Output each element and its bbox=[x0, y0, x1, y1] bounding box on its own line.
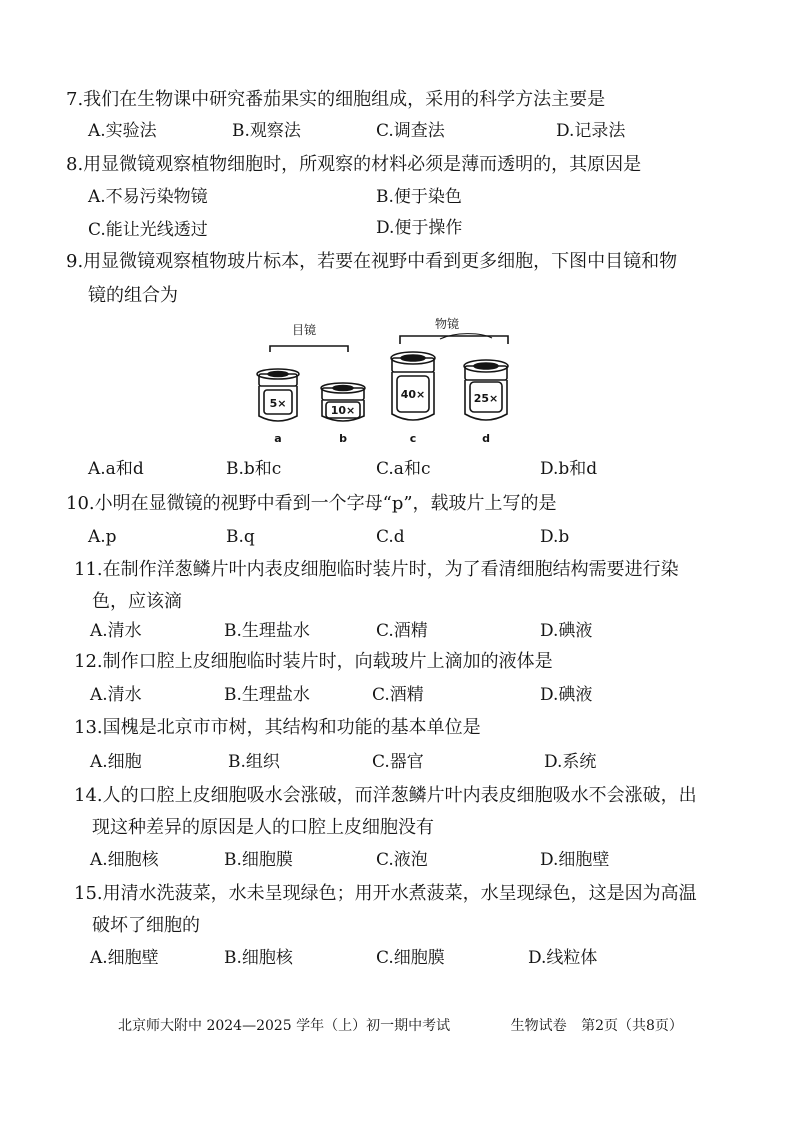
q13-option-c: C.器官 bbox=[372, 752, 424, 772]
q12-option-b: B.生理盐水 bbox=[224, 685, 310, 705]
eyepiece-label: 目镜 bbox=[292, 323, 317, 337]
lens-a-letter: a bbox=[274, 432, 282, 445]
q11-option-a: A.清水 bbox=[90, 621, 142, 641]
q11-option-c: C.酒精 bbox=[376, 621, 428, 641]
page-footer bbox=[118, 1016, 754, 1036]
lens-c-letter: c bbox=[409, 432, 417, 445]
q13-option-d: D.系统 bbox=[544, 752, 597, 772]
q14-option-d: D.细胞壁 bbox=[540, 850, 610, 870]
question-10-stem: 10.小明在显微镜的视野中看到一个字母“p”，载玻片上写的是 bbox=[66, 493, 557, 514]
microscope-lens-figure bbox=[240, 316, 530, 446]
question-14-stem-line1: 14.人的口腔上皮细胞吸水会涨破，而洋葱鳞片叶内表皮细胞吸水不会涨破，出 bbox=[74, 785, 697, 806]
lens-a-magnification: 5× bbox=[269, 397, 287, 410]
q10-option-c: C.d bbox=[376, 527, 405, 547]
question-14-stem-line2: 现这种差异的原因是人的口腔上皮细胞没有 bbox=[92, 817, 434, 838]
objective-c-icon bbox=[391, 352, 435, 420]
question-15-stem-line2: 破坏了细胞的 bbox=[92, 915, 200, 936]
q11-option-d: D.碘液 bbox=[540, 621, 593, 641]
q7-option-c: C.调查法 bbox=[376, 121, 445, 141]
q12-option-d: D.碘液 bbox=[540, 685, 593, 705]
question-13-stem: 13.国槐是北京市市树，其结构和功能的基本单位是 bbox=[74, 717, 481, 738]
lens-b-letter: b bbox=[339, 432, 347, 445]
q13-option-a: A.细胞 bbox=[90, 752, 142, 772]
q9-option-c: C.a和c bbox=[376, 459, 431, 479]
q13-option-b: B.组织 bbox=[228, 752, 280, 772]
lens-d-magnification: 25× bbox=[473, 392, 499, 405]
q12-option-a: A.清水 bbox=[90, 685, 142, 705]
q7-option-a: A.实验法 bbox=[88, 121, 157, 141]
question-11-stem-line1: 11.在制作洋葱鳞片叶内表皮细胞临时装片时，为了看清细胞结构需要进行染 bbox=[74, 559, 679, 580]
q7-option-b: B.观察法 bbox=[232, 121, 301, 141]
question-11-stem-line2: 色，应该滴 bbox=[92, 591, 182, 612]
q9-option-a: A.a和d bbox=[88, 459, 144, 479]
lens-diagram bbox=[240, 316, 530, 446]
lens-d-letter: d bbox=[482, 432, 490, 445]
q15-option-b: B.细胞核 bbox=[224, 948, 293, 968]
question-7-stem: 7.我们在生物课中研究番茄果实的细胞组成，采用的科学方法主要是 bbox=[66, 89, 606, 110]
q7-option-d: D.记录法 bbox=[556, 121, 626, 141]
eyepiece-a-icon bbox=[257, 369, 299, 421]
question-9-stem-line1: 9.用显微镜观察植物玻片标本，若要在视野中看到更多细胞，下图中目镜和物 bbox=[66, 251, 678, 272]
objective-label: 物镜 bbox=[435, 317, 460, 331]
q9-option-d: D.b和d bbox=[540, 459, 598, 479]
question-8-stem: 8.用显微镜观察植物细胞时，所观察的材料必须是薄而透明的，其原因是 bbox=[66, 154, 642, 175]
question-15-stem-line1: 15.用清水洗菠菜，水未呈现绿色；用开水煮菠菜，水呈现绿色，这是因为高温 bbox=[74, 883, 697, 904]
footer-subject: 生物试卷 bbox=[510, 1018, 567, 1034]
q12-option-c: C.酒精 bbox=[372, 685, 424, 705]
q15-option-c: C.细胞膜 bbox=[376, 948, 445, 968]
q10-option-a: A.p bbox=[88, 527, 117, 547]
q15-option-d: D.线粒体 bbox=[528, 948, 598, 968]
q15-option-a: A.细胞壁 bbox=[90, 948, 159, 968]
q8-option-b: B.便于染色 bbox=[376, 187, 462, 207]
question-12-stem: 12.制作口腔上皮细胞临时装片时，向载玻片上滴加的液体是 bbox=[74, 651, 553, 672]
objective-brace bbox=[400, 336, 508, 344]
q8-option-c: C.能让光线透过 bbox=[88, 220, 208, 240]
eyepiece-brace bbox=[270, 346, 348, 352]
q8-option-a: A.不易污染物镜 bbox=[88, 187, 208, 207]
q14-option-c: C.液泡 bbox=[376, 850, 428, 870]
q9-option-b: B.b和c bbox=[226, 459, 282, 479]
q14-option-a: A.细胞核 bbox=[90, 850, 159, 870]
question-9-stem-line2: 镜的组合为 bbox=[88, 285, 178, 306]
q11-option-b: B.生理盐水 bbox=[224, 621, 310, 641]
objective-d-icon bbox=[464, 360, 508, 420]
lens-c-magnification: 40× bbox=[400, 388, 426, 401]
q10-option-d: D.b bbox=[540, 527, 570, 547]
lens-b-magnification: 10× bbox=[330, 404, 356, 417]
q14-option-b: B.细胞膜 bbox=[224, 850, 293, 870]
q10-option-b: B.q bbox=[226, 527, 255, 547]
footer-page-number: 第2页（共8页） bbox=[581, 1018, 683, 1034]
footer-exam-title: 北京师大附中 2024—2025 学年（上）初一期中考试 bbox=[118, 1018, 451, 1034]
q8-option-d: D.便于操作 bbox=[376, 218, 463, 238]
